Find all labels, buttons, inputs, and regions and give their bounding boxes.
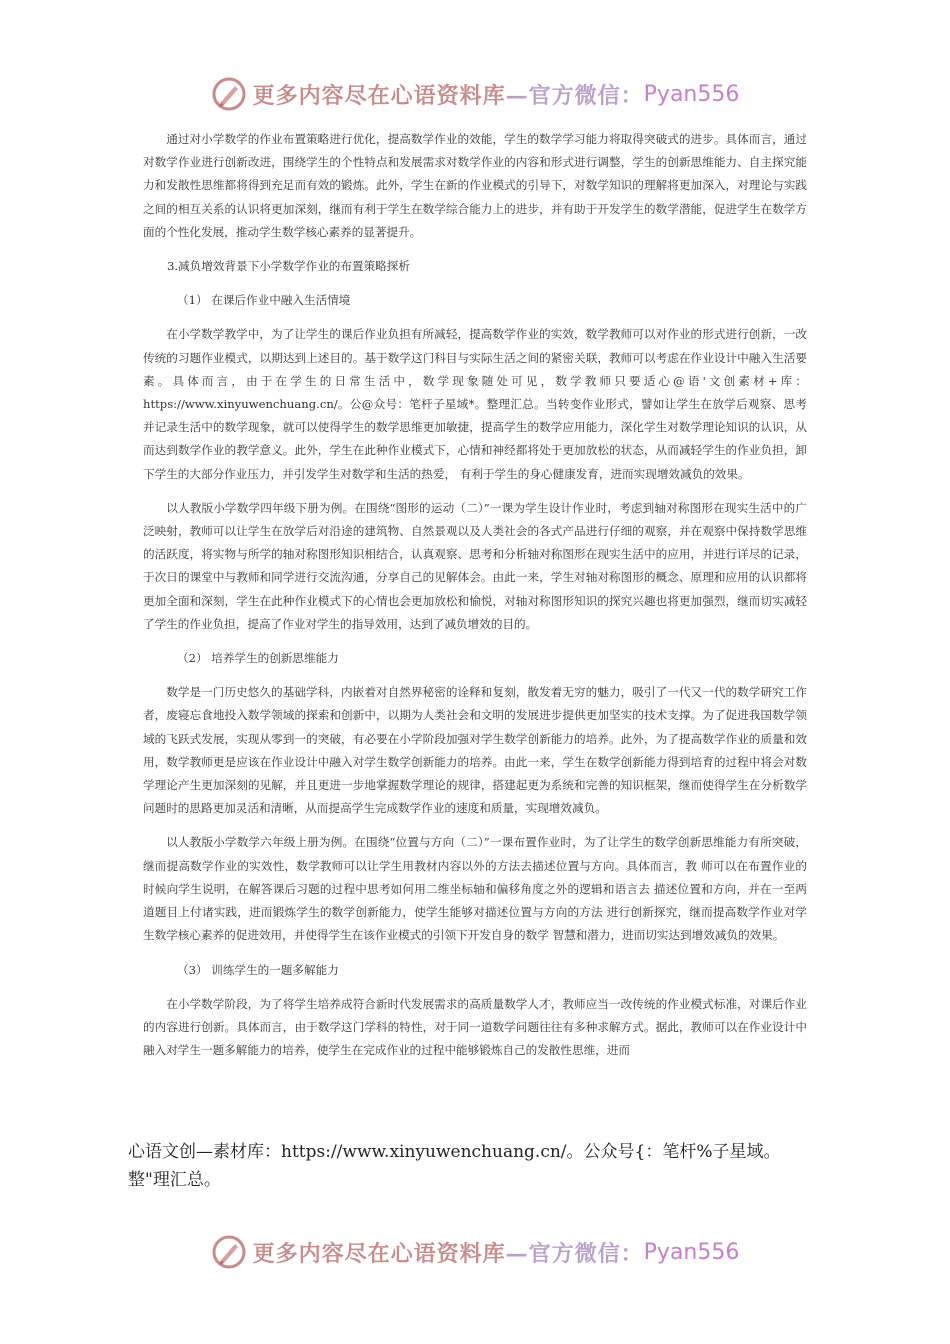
pen-logo-icon: [211, 76, 247, 112]
subsection-heading-2: （2） 培养学生的创新思维能力: [177, 651, 339, 666]
subsection-heading-3: （3） 训练学生的一题多解能力: [177, 962, 339, 977]
section-heading-3: 3.减负增效背景下小学数学作业的布置策略探析: [167, 259, 410, 274]
footer-source-note: 心语文创—素材库：https://www.xinyuwenchuang.cn/。公众号{：笔杆%子星域。整"理汇总。: [128, 1142, 781, 1190]
pen-logo-icon: [211, 1234, 247, 1270]
paragraph-3: 以人教版小学数学四年级下册为例。在围绕“图形的运动（二）”一课为学生设计作业时，考虑到轴对称图形在现实生活中的广泛映射，教师可以让学生在放学后对沿途的建筑物、自然景观以及人类社会的各式产品进行仔细的观察，并在观察中保持数学思维的活跃度，将实物与所学的轴对称图形知识相结合，认真观察、思考和分析轴对称图形在现实生活中的应用，并进行详尽的记录，于次日的课堂中与教师和同学进行交流沟通，分享自己的见解体会。由此一来，学生对轴对称图形的概念、原理和应用的认识都将更加全面和深刻，学生在此种作业模式下的心情也会更加放松和愉悦，对轴对称图形知识的探究兴趣也将更加强烈，继而切实减轻了学生的作业负担，提高了作业对学生的指导效用，达到了减负增效的目的。: [143, 500, 807, 631]
paragraph-5: 以人教版小学数学六年级上册为例。在围绕“位置与方向（二）”一课布置作业时，为了让学生的数学创新思维能力有所突破，继而提高数学作业的实效性，数学教师可以让学生用教材内容以外的方法去描述位置与方向。具体而言，教 师可以在布置作业的时候向学生说明，在解答课后习题的过程中思考如何用二维坐标轴和偏移角度之外的逻辑和语言去 描述位置和方向，并在一至两道题目上付诸实践，进而锻炼学生的数学创新能力，使学生能够对描述位置与方向的方法 进行创新探究，继而提高数学作业对学生数学核心素养的促进效用，并使得学生在该作业模式的引领下开发自身的数学 智慧和潜力，进而切实达到增效减负的效果。: [143, 835, 807, 943]
footer-banner: [0, 1230, 950, 1274]
header-banner: [0, 72, 950, 116]
banner-subtitle: —官方微信：: [505, 1240, 644, 1267]
banner-title: 更多内容尽在心语资料库: [252, 1240, 506, 1267]
paragraph-4: 数学是一门历史悠久的基础学科，内嵌着对自然界秘密的诠释和复刻，散发着无穷的魅力，吸引了一代又一代的数学研究工作者，废寝忘食地投入数学领域的探索和创新中，以期为人类社会和文明的发展进步提供更加坚实的技术支撑。为了促进我国数学领域的飞跃式发展，实现从零到一的突破，有必要在小学阶段加强对学生数学创新能力的培养。此外，为了提高数学作业的质量和效用，数学教师更是应该在作业设计中融入对学生数学创新能力的培养。由此一来，学生在数学创新能力得到培育的过程中将会对数学理论产生更加深刻的见解，并且更进一步地掌握数学理论的规律，搭建起更为系统和完善的知识框架，继而使得学生在分析数学问题时的思路更加灵活和清晰，从而提高学生完成数学作业的速度和质量，实现增效减负。: [143, 685, 807, 816]
banner-subtitle: —官方微信：: [505, 82, 644, 109]
banner-title: 更多内容尽在心语资料库: [252, 82, 506, 109]
document-body: [143, 128, 807, 1062]
banner-wechat-id: Pyan556: [643, 81, 740, 107]
banner-wechat-id: Pyan556: [643, 1239, 740, 1265]
paragraph-6: 在小学数学阶段，为了将学生培养成符合新时代发展需求的高质量数学人才，教师应当一改传统的作业模式标准，对课后作业的内容进行创新。具体而言，由于数学这门学科的特性，对于同一道数学问题往往有多种求解方式。据此，教师可以在作业设计中融入对学生一题多解能力的培养，使学生在完成作业的过程中能够锻炼自己的发散性思维，进而: [143, 996, 807, 1058]
paragraph-2: 在小学数学教学中，为了让学生的课后作业负担有所减轻，提高数学作业的实效，数学教师可以对作业的形式进行创新，一改传统的习题作业模式，以期达到上述目的。基于数学这门科目与实际生活之间的紧密关联，教师可以考虑在作业设计中融入生活要素。具体而言，由于在学生的日常生活中，数学现象随处可见，数学教师只要适心@语'文创素材+库：https://www.xinyuwenchuang.cn/。公@众号：笔杆子星域*。整理汇总。当转变作业形式，譬如让学生在放学后观察、思考并记录生活中的数学现象，就可以使得学生的数学思维更加敏捷，提高学生的数学应用能力，深化学生对数学理论知识的认识，从而达到数学作业的教学意义。此外，学生在此种作业模式下，心情和神经都将处于更加放松的状态，从而减轻学生的作业负担，卸下学生的大部分作业压力，并引发学生对数学和生活的热爱， 有利于学生的身心健康发育，进而实现增效减负的效果。: [143, 327, 807, 481]
paragraph-1: 通过对小学数学的作业布置策略进行优化，提高数学作业的效能，学生的数学学习能力将取得突破式的进步。具体而言，通过对数学作业进行创新改进，围绕学生的个性特点和发展需求对数学作业的内容和形式进行调整，学生的创新思维能力、自主探究能力和发散性思维都将得到充足而有效的锻炼。此外，学生在新的作业模式的引导下，对数学知识的理解将更加深入，对理论与实践之间的相互关系的认识将更加深刻，继而有利于学生在数学综合能力上的进步，并有助于开发学生的数学潜能，促进学生在数学方面的个性化发展，推动学生数学核心素养的显著提升。: [143, 132, 807, 239]
subsection-heading-1: （1） 在课后作业中融入生活情境: [177, 293, 351, 308]
